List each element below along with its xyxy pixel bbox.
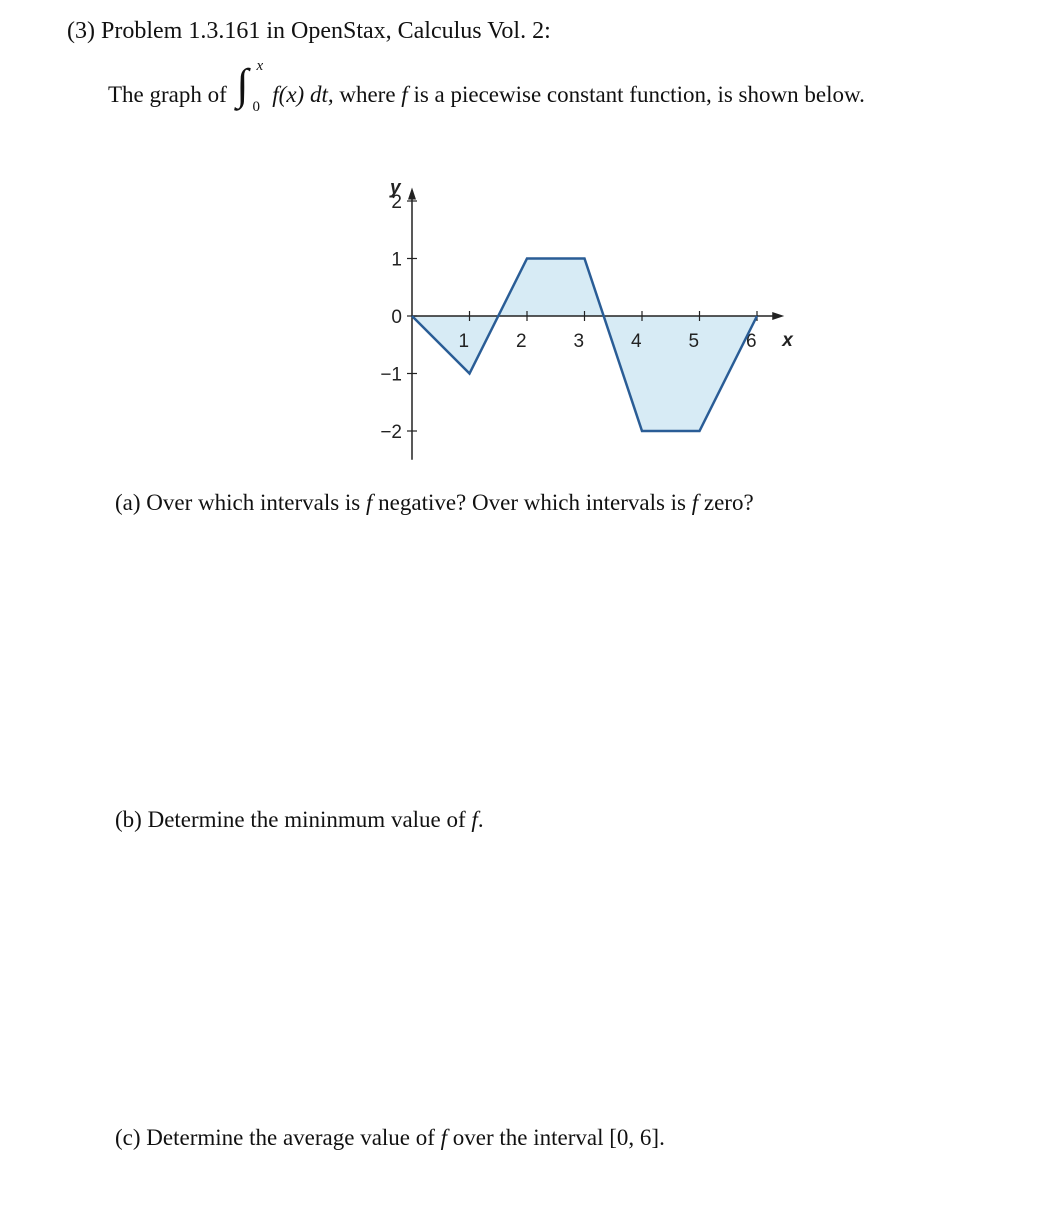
x-tick-label: 3 <box>573 331 585 352</box>
question-c-label: (c) <box>115 1125 141 1150</box>
question-c: (c) Determine the average value of f over the interval [0, 6]. <box>115 1125 665 1150</box>
integrand: f(x) dt, <box>272 82 334 107</box>
y-axis-arrow-icon <box>408 188 416 200</box>
y-tick-label: −1 <box>380 364 402 386</box>
question-b: (b) Determine the mininmum value of f. <box>115 807 484 832</box>
x-tick-label: 2 <box>516 331 527 352</box>
y-tick-label: 0 <box>391 307 402 328</box>
x-tick-label: 4 <box>631 331 642 352</box>
integral-sign-icon: ∫ <box>236 60 249 109</box>
x-axis-label: x <box>782 330 793 351</box>
x-tick-label: 6 <box>746 331 757 352</box>
integral-upper-limit: x <box>256 58 264 74</box>
intro-f-symbol: f <box>401 82 408 107</box>
intro-prefix: The graph of <box>108 82 227 107</box>
x-tick-label: 1 <box>458 331 470 352</box>
intro-mid: where <box>333 82 402 107</box>
y-tick-label: 1 <box>391 249 402 271</box>
problem-title: (3) Problem 1.3.161 in OpenStax, Calculus Vol. 2: <box>67 18 551 44</box>
x-tick-label: 5 <box>688 331 700 352</box>
y-tick-label: −2 <box>380 422 402 443</box>
question-a-label: (a) <box>115 490 141 515</box>
y-tick-label: 2 <box>391 192 402 213</box>
integral-lower-limit: 0 <box>252 99 261 115</box>
question-a: (a) Over which intervals is f negative? Over which intervals is f zero? <box>115 490 754 515</box>
intro-suffix: is a piecewise constant function, is shown below. <box>407 82 865 107</box>
x-axis-arrow-icon <box>772 312 784 320</box>
question-b-label: (b) <box>115 807 142 832</box>
integral-graph <box>0 0 1048 480</box>
y-axis-label: y <box>390 177 401 199</box>
